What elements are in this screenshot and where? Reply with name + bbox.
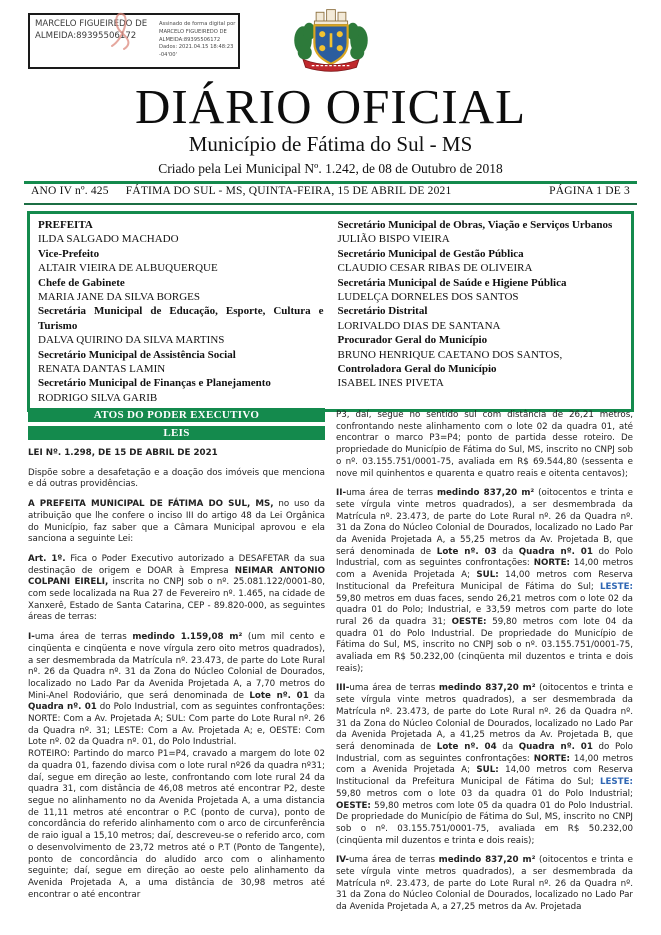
body-columns bbox=[28, 408, 633, 914]
text-run: ROTEIRO: Partindo do marco P1=P4, cravado a margem do lote 02 da quadra 01, fazendo divisa com o lote rural nº26 da quadra nº31; daí, segue em direção ao leste, confrontando com lote rural 24 da quadra 31, com distância de 46,08 metros até encontrar P2, deste segue no alinhamento no da Avenida Projetada A, a uma distancia de 11,11 metros até encontrar o P.C (ponto de curva), ponto de concordância do referido alinhamento com o arco de circunferência de raio igual a 15,10 metros; daí, descreveu-se o referido arco, com o desenvolvimento de 23,72 metros até o P.T (Ponto de Tangente), ponto de concordância do aludido arco com o alinhamento seguinte; daí, segue em direção ao oeste pelo alinhamento da Avenida Projetada A, a uma distância de 30,98 metros até encontrar o até encontrar bbox=[28, 749, 325, 900]
top-green-rule bbox=[24, 181, 637, 184]
official-title: Secretário Municipal de Gestão Pública bbox=[337, 247, 524, 260]
text-run: OESTE: bbox=[451, 616, 487, 627]
text-run: uma área de terras bbox=[346, 488, 437, 499]
official-title: Procurador Geral do Município bbox=[337, 334, 488, 347]
official-title: Vice-Prefeito bbox=[38, 247, 100, 260]
body-paragraph bbox=[28, 554, 325, 624]
official-name: JULIÃO BISPO VIEIRA bbox=[337, 233, 450, 246]
officials-column-left bbox=[38, 218, 324, 405]
text-run: NORTE: bbox=[533, 753, 570, 764]
signature-name: MARCELO FIGUEIREDO DE ALMEIDA:89395506172 bbox=[35, 19, 148, 41]
text-run: SUL: bbox=[476, 570, 499, 581]
text-run: Fica o Poder Executivo autorizado a DESAFETAR da sua destinação de origem e DOAR à Empresa bbox=[28, 553, 325, 576]
officials-box bbox=[27, 211, 634, 412]
section-banner-leis: LEIS bbox=[28, 426, 325, 440]
text-run: NORTE: bbox=[533, 558, 570, 569]
signature-scribble-icon bbox=[104, 8, 138, 52]
text-run: P3, daí, segue no sentido sul com distância de 26,21 metros, confrontando neste alinhamento com o lote 02 da quadra 01, até encontrar o marco P3=P4; ponto de partida desse roteiro. De propriedade do Município de Fátima do Sul, MS, inscrito no CNPJ sob o nº. 03.155.751/0001-75, avaliada em R$ 69.544,80 (sessenta e nove mil quinhentos e quarenta e quatro reais e oitenta centavos); bbox=[336, 410, 633, 479]
official-title: Secretária Municipal de Educação, Esporte, Cultura e Turismo bbox=[38, 305, 324, 332]
official-name: ISABEL INES PIVETA bbox=[337, 377, 444, 390]
text-run: da bbox=[496, 546, 519, 557]
official-name: LORIVALDO DIAS DE SANTANA bbox=[337, 319, 501, 332]
text-run: (oitocentos e trinta e sete vírgula vinte metros quadrados), a ser desmembrada da Matrícula nº. 23.473, de parte do Lote Rural nº. 26 da Quadra nº. 31 da Zona do Núcleo Colonial de Dourados, localizado no Lado Par da Avenida Projetada A, a 41,25 metros da Av. Projetada B, que será denominada de bbox=[336, 683, 633, 752]
text-run: 14,00 metros com a Avenida Projetada A; bbox=[336, 558, 633, 581]
text-run: da bbox=[308, 690, 325, 701]
text-run: LESTE: bbox=[599, 581, 633, 592]
official-entry bbox=[338, 304, 624, 333]
text-run: Lote nº. 01 bbox=[249, 690, 309, 701]
body-paragraph bbox=[336, 488, 633, 675]
body-paragraph bbox=[28, 632, 325, 749]
text-run: 59,80 metros com lote 05 da quadra 01 do Polo Industrial. De propriedade do Município de Fátima do Sul, MS, inscrito no CNPJ sob o nº. 03.155.751/0001-75, avaliada em R$ 50.232,00 (cinqüenta mil duzentos e trinta e dois reais); bbox=[336, 800, 633, 846]
text-run: OESTE: bbox=[336, 800, 371, 811]
body-paragraph bbox=[336, 410, 633, 480]
page-indicator: PÁGINA 1 DE 3 bbox=[549, 185, 630, 197]
text-run: Lote nº. 03 bbox=[436, 546, 497, 557]
official-title: Secretário Municipal de Finanças e Planejamento bbox=[38, 377, 271, 390]
place-and-date: FÁTIMA DO SUL - MS, QUINTA-FEIRA, 15 DE ABRIL DE 2021 bbox=[125, 185, 452, 197]
official-entry bbox=[338, 276, 624, 305]
text-run: 59,80 metros com lote 04 da quadra 01 do Polo Industrial. De propriedade do Município de Fátima do Sul, MS, inscrito no CNPJ sob o nº. 03.155.751/0001-75, avaliada em R$ 50.232,00 (cinqüenta mil duzentos e trinta e dois reais); bbox=[336, 616, 633, 674]
official-entry bbox=[338, 333, 624, 362]
text-run: medindo 837,20 m² bbox=[438, 683, 536, 694]
official-name: CLAUDIO CESAR RIBAS DE OLIVEIRA bbox=[337, 262, 533, 275]
text-run: 59,80 metros em duas faces, sendo 26,21 metros com o lote 02 da quadra 01 do Polo; Industrial, e 33,59 metros com parte do lote rural 26 da quadra 31; bbox=[336, 593, 633, 627]
text-run: do Polo Industrial, com as seguintes confrontações: bbox=[336, 546, 633, 569]
text-run: uma área de terras bbox=[34, 632, 133, 643]
text-run: A PREFEITA MUNICIPAL DE FÁTIMA DO SUL, MS, bbox=[28, 499, 274, 510]
text-run: IV- bbox=[336, 855, 349, 866]
law-text-left bbox=[28, 448, 325, 901]
body-paragraph bbox=[28, 749, 325, 901]
officials-column-right bbox=[338, 218, 624, 405]
official-title: Secretário Municipal de Assistência Social bbox=[38, 348, 236, 361]
text-run: medindo 1.159,08 m² bbox=[132, 632, 243, 643]
text-run: inscrita no CNPJ sob o nº. 25.081.122/0001-80, com sede localizada na Rua 27 de Fevereiro nº. 1.465, na cidade de Xanxerê, Estado de Santa Catarina, CEP - 89.820-000, as seguintes áreas de terras: bbox=[28, 577, 325, 623]
text-run: medindo 837,20 m² bbox=[436, 488, 535, 499]
text-run: III- bbox=[336, 683, 350, 694]
text-run: do Polo Industrial, com as seguintes confrontações: bbox=[336, 741, 633, 764]
official-title: Controladora Geral do Município bbox=[337, 363, 497, 376]
body-paragraph bbox=[28, 448, 325, 460]
text-run: I- bbox=[28, 632, 35, 643]
text-run: (um mil cento e cinqüenta e cinqüenta e nove vírgula zero oito metros quadrados), a ser desmembrada da Matrícula nº. 23.473, de parte do Lote Rural nº. 26 da Quadra nº. 31 da Zona do Núcleo Colonial de Dourados, localizado no Lado Par da Avenida Projetada A, a 7,70 metros do Mini-Anel Rodoviário, que será denominada de bbox=[28, 632, 325, 701]
text-run: no uso da atribuição que lhe confere o inciso III do artigo 48 da Lei Orgânica do Município, faz saber que a Câmara Municipal aprovou e ela sanciona a seguinte Lei: bbox=[28, 499, 326, 545]
body-paragraph bbox=[28, 468, 325, 491]
official-title: Secretário Distrital bbox=[337, 305, 428, 318]
text-run: 59,80 metros com o lote 03 da quadra 01 do Polo Industrial; bbox=[336, 788, 633, 799]
body-paragraph bbox=[28, 499, 325, 546]
section-banner-atos: ATOS DO PODER EXECUTIVO bbox=[28, 408, 325, 422]
text-run: Quadra nº. 01 bbox=[518, 741, 593, 752]
dateline bbox=[31, 185, 630, 197]
text-run: do Polo Industrial, com as seguintes confrontações: NORTE: Com a Av. Projetada A; SUL: Com parte do Lote Rural nº. 26 da Quadra nº. 31; LESTE: Com a Av. Projetada A; e, OESTE: Com Lote nº. 02 da Quadra nº. 01, do Polo Industrial. bbox=[28, 702, 325, 748]
text-run: II- bbox=[336, 488, 347, 499]
body-paragraph bbox=[336, 855, 633, 914]
official-name: DALVA QUIRINO DA SILVA MARTINS bbox=[38, 334, 225, 347]
body-column-left bbox=[28, 408, 325, 914]
body-column-right bbox=[336, 408, 633, 914]
official-entry bbox=[38, 376, 324, 405]
text-run: Lote nº. 04 bbox=[436, 741, 497, 752]
text-run: Quadra nº. 01 bbox=[28, 702, 97, 713]
official-entry bbox=[38, 304, 324, 347]
official-name: MARIA JANE DA SILVA BORGES bbox=[38, 291, 200, 304]
text-run: (oitocentos e trinta e sete vírgula vinte metros quadrados), a ser desmembrada da Matrícula nº. 23.473, de parte do Lote Rural nº. 26 da Quadra nº. 31 da Zona do Núcleo Colonial de Dourados, localizado no Lado Par da Avenida Projetada A, a 27,25 metros da Av. Projetada bbox=[336, 855, 633, 913]
official-title: Secretária Municipal de Saúde e Higiene Pública bbox=[337, 276, 567, 289]
official-title: Secretário Municipal de Obras, Viação e Serviços Urbanos bbox=[337, 219, 613, 231]
masthead bbox=[0, 79, 661, 177]
text-run: SUL: bbox=[476, 765, 499, 776]
official-entry bbox=[38, 218, 324, 247]
official-name: LUDELÇA DORNELES DOS SANTOS bbox=[337, 291, 519, 304]
text-run: da bbox=[496, 741, 519, 752]
official-title: PREFEITA bbox=[38, 219, 93, 231]
text-run: (oitocentos e trinta e sete vírgula vinte metros quadrados), a ser desmembrada da Matrícula nº. 23.473, de parte do Lote Rural nº. 26 da Quadra nº. 31 da Zona do Núcleo Colonial de Dourados, localizado no Lado Par da Avenida Projetada A, a 55,25 metros da Av. Projetada B, que será denominada de bbox=[336, 488, 633, 557]
official-name: RODRIGO SILVA GARIB bbox=[38, 391, 158, 404]
official-entry bbox=[38, 247, 324, 276]
official-name: BRUNO HENRIQUE CAETANO DOS SANTOS, bbox=[337, 348, 563, 361]
signature-details: Assinado de forma digital por MARCELO FIGUEIREDO DE ALMEIDA:89395506172 Dados: 2021.04.15 18:48:23 -04'00' bbox=[159, 21, 236, 59]
official-entry bbox=[338, 247, 624, 276]
text-run: medindo 837,20 m² bbox=[438, 855, 536, 866]
text-run: Dispõe sobre a desafetação e a doação dos imóveis que menciona e dá outras providências. bbox=[28, 467, 325, 490]
text-run: LEI Nº. 1.298, DE 15 DE ABRIL DE 2021 bbox=[28, 448, 218, 458]
text-run: 14,00 metros com a Avenida Projetada A; bbox=[336, 753, 633, 776]
bottom-green-rule bbox=[24, 203, 637, 205]
text-run: 14,00 metros com Reserva Institucional da Prefeitura Municipal de Fátima do Sul; bbox=[336, 765, 633, 788]
text-run: Quadra nº. 01 bbox=[518, 546, 593, 557]
official-entry bbox=[338, 218, 624, 247]
official-entry bbox=[38, 276, 324, 305]
municipal-coat-of-arms-icon bbox=[282, 7, 380, 77]
official-name: RENATA DANTAS LAMIN bbox=[38, 363, 166, 376]
text-run: Art. 1º. bbox=[28, 553, 66, 564]
text-run: uma área de terras bbox=[349, 683, 439, 694]
body-paragraph bbox=[336, 683, 633, 847]
creation-law-tagline: Criado pela Lei Municipal Nº. 1.242, de 08 de Outubro de 2018 bbox=[158, 161, 503, 177]
edition-number: ANO IV nº. 425 bbox=[31, 185, 109, 197]
official-entry bbox=[38, 348, 324, 377]
text-run: uma área de terras bbox=[348, 855, 439, 866]
official-name: ALTAIR VIEIRA DE ALBUQUERQUE bbox=[38, 262, 218, 275]
municipality-subtitle: Município de Fátima do Sul - MS bbox=[188, 131, 473, 156]
text-run: 14,00 metros com Reserva Institucional da Prefeitura Municipal de Fátima do Sul; bbox=[336, 570, 633, 592]
official-entry bbox=[338, 362, 624, 391]
text-run: NEIMAR ANTONIO COLPANI EIRELI, bbox=[28, 565, 326, 588]
official-name: ILDA SALGADO MACHADO bbox=[38, 233, 179, 246]
text-run: LESTE: bbox=[599, 777, 633, 788]
official-title: Chefe de Gabinete bbox=[38, 276, 125, 289]
gazette-title: DIÁRIO OFICIAL bbox=[135, 79, 526, 134]
